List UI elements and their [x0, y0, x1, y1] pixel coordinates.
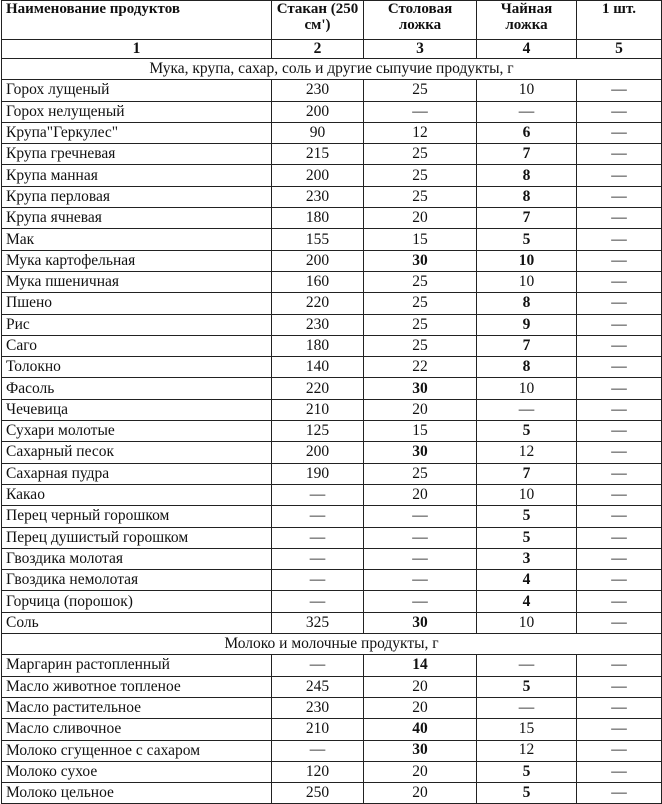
section-title: Молоко и молочные продукты, г	[2, 634, 662, 655]
piece-cell: —	[577, 335, 662, 356]
glass-cell: 200	[272, 101, 364, 122]
piece-cell: —	[577, 783, 662, 804]
tablespoon-cell: 20	[364, 208, 477, 229]
piece-cell: —	[577, 697, 662, 718]
glass-cell: 250	[272, 783, 364, 804]
glass-cell: 200	[272, 165, 364, 186]
tablespoon-cell: —	[364, 570, 477, 591]
table-row	[2, 761, 662, 782]
teaspoon-cell: 7	[477, 144, 577, 165]
tablespoon-cell: 25	[364, 293, 477, 314]
product-name-cell: Саго	[2, 335, 272, 356]
teaspoon-cell: 8	[477, 165, 577, 186]
piece-cell: —	[577, 612, 662, 633]
teaspoon-cell: 5	[477, 761, 577, 782]
product-name-cell: Толокно	[2, 357, 272, 378]
teaspoon-cell: 10	[477, 484, 577, 505]
glass-cell: —	[272, 484, 364, 505]
table-row	[2, 122, 662, 143]
column-number: 3	[364, 40, 477, 59]
teaspoon-cell: 5	[477, 229, 577, 250]
piece-cell: —	[577, 144, 662, 165]
header-piece: 1 шт.	[577, 1, 662, 40]
glass-cell: 230	[272, 80, 364, 101]
teaspoon-cell: 7	[477, 335, 577, 356]
glass-cell: 90	[272, 122, 364, 143]
table-row	[2, 591, 662, 612]
tablespoon-cell: 20	[364, 484, 477, 505]
piece-cell: —	[577, 293, 662, 314]
piece-cell: —	[577, 399, 662, 420]
piece-cell: —	[577, 719, 662, 740]
product-name-cell: Горчица (порошок)	[2, 591, 272, 612]
glass-cell: —	[272, 591, 364, 612]
product-name-cell: Молоко сгущенное с сахаром	[2, 740, 272, 761]
piece-cell: —	[577, 463, 662, 484]
piece-cell: —	[577, 250, 662, 271]
section-header-row	[2, 59, 662, 80]
product-name-cell: Масло растительное	[2, 697, 272, 718]
tablespoon-cell: 40	[364, 719, 477, 740]
table-row	[2, 527, 662, 548]
teaspoon-cell: 10	[477, 612, 577, 633]
column-number: 5	[577, 40, 662, 59]
table-row	[2, 548, 662, 569]
table-row	[2, 250, 662, 271]
measures-table	[1, 0, 662, 804]
piece-cell: —	[577, 740, 662, 761]
product-name-cell: Мука пшеничная	[2, 271, 272, 292]
glass-cell: —	[272, 570, 364, 591]
teaspoon-cell: 5	[477, 506, 577, 527]
product-name-cell: Масло сливочное	[2, 719, 272, 740]
product-name-cell: Горох лущеный	[2, 80, 272, 101]
table-row	[2, 335, 662, 356]
piece-cell: —	[577, 761, 662, 782]
glass-cell: —	[272, 527, 364, 548]
teaspoon-cell: 10	[477, 271, 577, 292]
product-name-cell: Перец душистый горошком	[2, 527, 272, 548]
product-name-cell: Сухари молотые	[2, 421, 272, 442]
tablespoon-cell: 30	[364, 612, 477, 633]
product-name-cell: Сахарный песок	[2, 442, 272, 463]
glass-cell: 220	[272, 378, 364, 399]
table-row	[2, 399, 662, 420]
table-body	[2, 59, 662, 804]
glass-cell: 230	[272, 697, 364, 718]
glass-cell: —	[272, 655, 364, 676]
glass-cell: 215	[272, 144, 364, 165]
product-name-cell: Крупа перловая	[2, 186, 272, 207]
table-row	[2, 484, 662, 505]
glass-cell: 230	[272, 314, 364, 335]
table-row	[2, 165, 662, 186]
piece-cell: —	[577, 186, 662, 207]
tablespoon-cell: —	[364, 527, 477, 548]
piece-cell: —	[577, 655, 662, 676]
tablespoon-cell: 30	[364, 378, 477, 399]
teaspoon-cell: 10	[477, 80, 577, 101]
piece-cell: —	[577, 527, 662, 548]
tablespoon-cell: 30	[364, 442, 477, 463]
piece-cell: —	[577, 378, 662, 399]
glass-cell: 180	[272, 335, 364, 356]
piece-cell: —	[577, 676, 662, 697]
tablespoon-cell: 20	[364, 399, 477, 420]
teaspoon-cell: 5	[477, 527, 577, 548]
table-row	[2, 357, 662, 378]
column-number-row	[2, 40, 662, 59]
tablespoon-cell: 25	[364, 271, 477, 292]
teaspoon-cell: 5	[477, 421, 577, 442]
header-product-name: Наименование продуктов	[2, 1, 272, 40]
piece-cell: —	[577, 229, 662, 250]
teaspoon-cell: 9	[477, 314, 577, 335]
product-name-cell: Молоко цельное	[2, 783, 272, 804]
teaspoon-cell: —	[477, 697, 577, 718]
tablespoon-cell: 30	[364, 250, 477, 271]
glass-cell: —	[272, 506, 364, 527]
table-row	[2, 463, 662, 484]
teaspoon-cell: 15	[477, 719, 577, 740]
table-row	[2, 101, 662, 122]
teaspoon-cell: —	[477, 399, 577, 420]
glass-cell: 245	[272, 676, 364, 697]
teaspoon-cell: —	[477, 101, 577, 122]
product-name-cell: Маргарин растопленный	[2, 655, 272, 676]
tablespoon-cell: 20	[364, 783, 477, 804]
section-header-row	[2, 634, 662, 655]
product-name-cell: Перец черный горошком	[2, 506, 272, 527]
column-number: 2	[272, 40, 364, 59]
table-row	[2, 442, 662, 463]
product-name-cell: Чечевица	[2, 399, 272, 420]
glass-cell: 190	[272, 463, 364, 484]
teaspoon-cell: 7	[477, 208, 577, 229]
teaspoon-cell: 5	[477, 676, 577, 697]
product-name-cell: Мука картофельная	[2, 250, 272, 271]
tablespoon-cell: 14	[364, 655, 477, 676]
table-row	[2, 676, 662, 697]
product-name-cell: Крупа манная	[2, 165, 272, 186]
glass-cell: 155	[272, 229, 364, 250]
tablespoon-cell: 25	[364, 335, 477, 356]
teaspoon-cell: 5	[477, 783, 577, 804]
piece-cell: —	[577, 208, 662, 229]
glass-cell: 200	[272, 250, 364, 271]
tablespoon-cell: 20	[364, 697, 477, 718]
product-name-cell: Масло животное топленое	[2, 676, 272, 697]
table-row	[2, 378, 662, 399]
glass-cell: 230	[272, 186, 364, 207]
header-row	[2, 1, 662, 40]
product-name-cell: Крупа ячневая	[2, 208, 272, 229]
table-row	[2, 271, 662, 292]
tablespoon-cell: —	[364, 506, 477, 527]
teaspoon-cell: 6	[477, 122, 577, 143]
tablespoon-cell: 15	[364, 421, 477, 442]
teaspoon-cell: 7	[477, 463, 577, 484]
tablespoon-cell: 12	[364, 122, 477, 143]
teaspoon-cell: 10	[477, 250, 577, 271]
glass-cell: 140	[272, 357, 364, 378]
piece-cell: —	[577, 165, 662, 186]
table-row	[2, 697, 662, 718]
tablespoon-cell: 20	[364, 761, 477, 782]
piece-cell: —	[577, 357, 662, 378]
tablespoon-cell: 25	[364, 80, 477, 101]
piece-cell: —	[577, 122, 662, 143]
table-row	[2, 612, 662, 633]
teaspoon-cell: —	[477, 655, 577, 676]
teaspoon-cell: 4	[477, 570, 577, 591]
glass-cell: 220	[272, 293, 364, 314]
glass-cell: 210	[272, 719, 364, 740]
tablespoon-cell: 15	[364, 229, 477, 250]
table-row	[2, 229, 662, 250]
product-name-cell: Горох нелущеный	[2, 101, 272, 122]
tablespoon-cell: 25	[364, 144, 477, 165]
glass-cell: 180	[272, 208, 364, 229]
glass-cell: 325	[272, 612, 364, 633]
piece-cell: —	[577, 314, 662, 335]
table-row	[2, 186, 662, 207]
teaspoon-cell: 10	[477, 378, 577, 399]
table-row	[2, 314, 662, 335]
piece-cell: —	[577, 101, 662, 122]
piece-cell: —	[577, 570, 662, 591]
product-name-cell: Молоко сухое	[2, 761, 272, 782]
header-glass: Стакан (250 см')	[272, 1, 364, 40]
product-name-cell: Какао	[2, 484, 272, 505]
teaspoon-cell: 12	[477, 442, 577, 463]
piece-cell: —	[577, 421, 662, 442]
product-name-cell: Соль	[2, 612, 272, 633]
product-name-cell: Крупа гречневая	[2, 144, 272, 165]
glass-cell: 210	[272, 399, 364, 420]
table-row	[2, 421, 662, 442]
column-number: 1	[2, 40, 272, 59]
product-name-cell: Фасоль	[2, 378, 272, 399]
glass-cell: 160	[272, 271, 364, 292]
piece-cell: —	[577, 506, 662, 527]
table-row	[2, 740, 662, 761]
piece-cell: —	[577, 484, 662, 505]
glass-cell: 125	[272, 421, 364, 442]
piece-cell: —	[577, 271, 662, 292]
tablespoon-cell: —	[364, 591, 477, 612]
table-row	[2, 570, 662, 591]
table-row	[2, 506, 662, 527]
product-name-cell: Сахарная пудра	[2, 463, 272, 484]
teaspoon-cell: 12	[477, 740, 577, 761]
glass-cell: 200	[272, 442, 364, 463]
product-name-cell: Рис	[2, 314, 272, 335]
glass-cell: —	[272, 548, 364, 569]
piece-cell: —	[577, 442, 662, 463]
glass-cell: 120	[272, 761, 364, 782]
table-row	[2, 80, 662, 101]
teaspoon-cell: 8	[477, 186, 577, 207]
table-row	[2, 783, 662, 804]
tablespoon-cell: 30	[364, 740, 477, 761]
teaspoon-cell: 8	[477, 293, 577, 314]
teaspoon-cell: 4	[477, 591, 577, 612]
table-row	[2, 293, 662, 314]
product-name-cell: Пшено	[2, 293, 272, 314]
tablespoon-cell: —	[364, 548, 477, 569]
piece-cell: —	[577, 591, 662, 612]
tablespoon-cell: 25	[364, 186, 477, 207]
tablespoon-cell: 22	[364, 357, 477, 378]
piece-cell: —	[577, 80, 662, 101]
product-name-cell: Мак	[2, 229, 272, 250]
tablespoon-cell: —	[364, 101, 477, 122]
glass-cell: —	[272, 740, 364, 761]
tablespoon-cell: 25	[364, 463, 477, 484]
tablespoon-cell: 25	[364, 314, 477, 335]
header-teaspoon: Чайная ложка	[477, 1, 577, 40]
table-row	[2, 144, 662, 165]
tablespoon-cell: 25	[364, 165, 477, 186]
product-name-cell: Гвоздика молотая	[2, 548, 272, 569]
header-tablespoon: Столовая ложка	[364, 1, 477, 40]
teaspoon-cell: 8	[477, 357, 577, 378]
product-name-cell: Крупа"Геркулес"	[2, 122, 272, 143]
table-row	[2, 655, 662, 676]
table-row	[2, 719, 662, 740]
section-title: Мука, крупа, сахар, соль и другие сыпучие продукты, г	[2, 59, 662, 80]
teaspoon-cell: 3	[477, 548, 577, 569]
tablespoon-cell: 20	[364, 676, 477, 697]
column-number: 4	[477, 40, 577, 59]
product-name-cell: Гвоздика немолотая	[2, 570, 272, 591]
table-row	[2, 208, 662, 229]
piece-cell: —	[577, 548, 662, 569]
